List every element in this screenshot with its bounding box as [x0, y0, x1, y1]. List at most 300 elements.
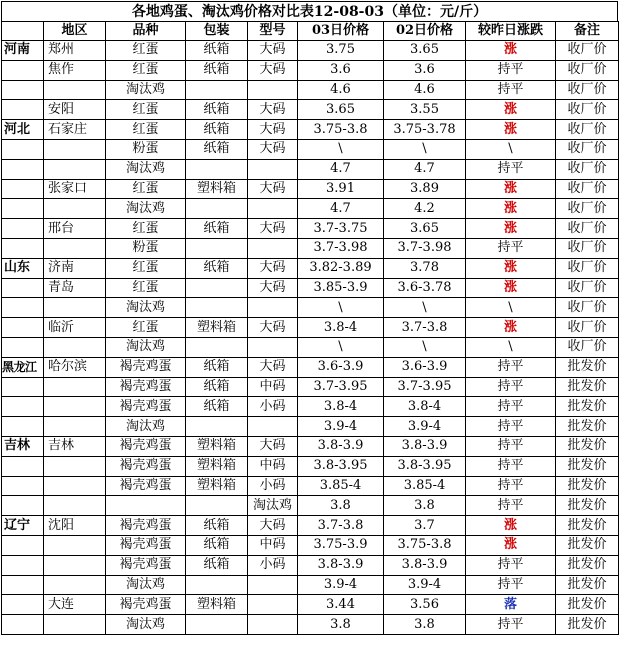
cell-note: 收厂价 [556, 159, 619, 179]
cell-province [2, 535, 44, 555]
cell-packaging [186, 496, 248, 516]
cell-packaging: 塑料箱 [186, 456, 248, 476]
cell-variety: 红蛋 [106, 179, 186, 199]
cell-size: 小码 [248, 476, 298, 496]
cell-city [44, 80, 106, 100]
cell-province: 河南 [2, 41, 44, 61]
cell-packaging: 纸箱 [186, 219, 248, 239]
cell-price-03: 3.82-3.89 [298, 258, 384, 278]
cell-price-03: 3.6-3.9 [298, 357, 384, 377]
cell-packaging: 纸箱 [186, 100, 248, 120]
cell-note: 批发价 [556, 397, 619, 417]
cell-city: 邢台 [44, 219, 106, 239]
cell-note: 收厂价 [556, 80, 619, 100]
cell-city [44, 575, 106, 595]
cell-city [44, 476, 106, 496]
cell-province [2, 476, 44, 496]
cell-price-03: 3.85-3.9 [298, 278, 384, 298]
cell-change: 涨 [466, 535, 556, 555]
table-row [2, 496, 619, 516]
cell-note: 收厂价 [556, 199, 619, 219]
cell-note: 收厂价 [556, 120, 619, 140]
cell-size [248, 575, 298, 595]
cell-size [248, 80, 298, 100]
table-row [2, 595, 619, 615]
cell-variety: 淘汰鸡 [106, 337, 186, 357]
cell-size: 大码 [248, 179, 298, 199]
cell-change: \ [466, 298, 556, 318]
cell-note: 收厂价 [556, 258, 619, 278]
cell-variety: 红蛋 [106, 41, 186, 61]
table-row [2, 139, 619, 159]
cell-packaging [186, 80, 248, 100]
cell-province [2, 238, 44, 258]
cell-change: 涨 [466, 219, 556, 239]
cell-variety: 褐壳鸡蛋 [106, 595, 186, 615]
table-row [2, 278, 619, 298]
cell-variety: 红蛋 [106, 219, 186, 239]
cell-size [248, 337, 298, 357]
cell-note: 批发价 [556, 516, 619, 536]
cell-province: 黑龙江 [2, 357, 44, 377]
cell-price-03: 3.91 [298, 179, 384, 199]
cell-province [2, 555, 44, 575]
table-row [2, 535, 619, 555]
cell-note: 收厂价 [556, 318, 619, 338]
cell-change: 涨 [466, 516, 556, 536]
cell-price-03: 3.6 [298, 60, 384, 80]
cell-city: 张家口 [44, 179, 106, 199]
cell-price-03: 3.7-3.98 [298, 238, 384, 258]
cell-note: 收厂价 [556, 41, 619, 61]
cell-price-03: 4.6 [298, 80, 384, 100]
cell-size: 小码 [248, 397, 298, 417]
cell-city [44, 555, 106, 575]
table-row [2, 397, 619, 417]
cell-change: \ [466, 337, 556, 357]
cell-price-02: 3.8-3.95 [384, 456, 466, 476]
cell-price-03: 3.8-3.95 [298, 456, 384, 476]
cell-variety: 淘汰鸡 [106, 575, 186, 595]
cell-city [44, 298, 106, 318]
cell-price-03: 3.9-4 [298, 575, 384, 595]
cell-province [2, 278, 44, 298]
cell-city [44, 456, 106, 476]
cell-packaging: 纸箱 [186, 357, 248, 377]
cell-price-03: 3.8 [298, 615, 384, 635]
cell-province: 河北 [2, 120, 44, 140]
cell-size: 大码 [248, 516, 298, 536]
cell-variety: 褐壳鸡蛋 [106, 436, 186, 456]
cell-size: 中码 [248, 456, 298, 476]
cell-city [44, 615, 106, 635]
cell-packaging [186, 199, 248, 219]
cell-change: 持平 [466, 575, 556, 595]
cell-note: 收厂价 [556, 60, 619, 80]
cell-variety: 褐壳鸡蛋 [106, 535, 186, 555]
table-row [2, 120, 619, 140]
cell-note: 批发价 [556, 535, 619, 555]
cell-change: 涨 [466, 100, 556, 120]
cell-city [44, 397, 106, 417]
table-row [2, 159, 619, 179]
cell-packaging [186, 159, 248, 179]
cell-variety: 淘汰鸡 [106, 298, 186, 318]
cell-city [44, 377, 106, 397]
cell-province: 吉林 [2, 436, 44, 456]
cell-province [2, 318, 44, 338]
cell-price-03: \ [298, 337, 384, 357]
cell-province [2, 179, 44, 199]
cell-price-02: 3.6-3.9 [384, 357, 466, 377]
cell-city: 吉林 [44, 436, 106, 456]
cell-variety: 淘汰鸡 [106, 199, 186, 219]
cell-size: 大码 [248, 278, 298, 298]
cell-province [2, 80, 44, 100]
header-packaging: 包装 [186, 22, 248, 41]
cell-packaging: 纸箱 [186, 139, 248, 159]
cell-change: 持平 [466, 496, 556, 516]
cell-province [2, 417, 44, 437]
cell-variety: 粉蛋 [106, 139, 186, 159]
cell-variety: 褐壳鸡蛋 [106, 397, 186, 417]
price-sheet [1, 1, 618, 643]
header-row [2, 22, 619, 41]
cell-variety: 褐壳鸡蛋 [106, 555, 186, 575]
cell-note: 收厂价 [556, 337, 619, 357]
cell-price-02: 3.56 [384, 595, 466, 615]
header-change: 较昨日涨跌 [466, 22, 556, 41]
cell-change: 持平 [466, 417, 556, 437]
cell-change: 涨 [466, 120, 556, 140]
cell-price-02: 3.89 [384, 179, 466, 199]
table-row [2, 60, 619, 80]
cell-province [2, 377, 44, 397]
cell-province [2, 456, 44, 476]
cell-province [2, 337, 44, 357]
cell-price-03: 4.7 [298, 159, 384, 179]
cell-variety: 红蛋 [106, 100, 186, 120]
cell-size: 大码 [248, 120, 298, 140]
cell-price-03: 3.75-3.8 [298, 120, 384, 140]
cell-price-03: 3.8-4 [298, 318, 384, 338]
cell-city: 焦作 [44, 60, 106, 80]
cell-change: 持平 [466, 555, 556, 575]
cell-size: 大码 [248, 436, 298, 456]
cell-price-02: 3.9-4 [384, 417, 466, 437]
cell-note: 批发价 [556, 456, 619, 476]
cell-price-02: 4.2 [384, 199, 466, 219]
cell-price-03: 3.7-3.95 [298, 377, 384, 397]
cell-size [248, 298, 298, 318]
cell-packaging [186, 238, 248, 258]
cell-city [44, 496, 106, 516]
cell-change: 涨 [466, 41, 556, 61]
header-price-03: 03日价格 [298, 22, 384, 41]
cell-change: 涨 [466, 278, 556, 298]
header-province [2, 22, 44, 41]
cell-price-03: 3.44 [298, 595, 384, 615]
table-body [2, 41, 619, 635]
cell-province [2, 575, 44, 595]
cell-note: 批发价 [556, 575, 619, 595]
cell-size: 大码 [248, 318, 298, 338]
cell-variety: 红蛋 [106, 258, 186, 278]
cell-price-02: 3.78 [384, 258, 466, 278]
cell-note: 批发价 [556, 357, 619, 377]
table-row [2, 555, 619, 575]
cell-packaging: 纸箱 [186, 258, 248, 278]
cell-variety: 淘汰鸡 [106, 80, 186, 100]
cell-price-02: 3.7-3.8 [384, 318, 466, 338]
header-variety: 品种 [106, 22, 186, 41]
cell-change: 落 [466, 595, 556, 615]
cell-packaging: 塑料箱 [186, 318, 248, 338]
cell-price-02: 3.75-3.78 [384, 120, 466, 140]
cell-price-02: 4.7 [384, 159, 466, 179]
cell-packaging: 塑料箱 [186, 179, 248, 199]
table-row [2, 179, 619, 199]
cell-price-02: 3.8 [384, 615, 466, 635]
cell-price-03: 3.75 [298, 41, 384, 61]
cell-change: 持平 [466, 357, 556, 377]
table-row [2, 298, 619, 318]
cell-note: 收厂价 [556, 219, 619, 239]
cell-price-02: 3.6 [384, 60, 466, 80]
table-row [2, 417, 619, 437]
table-row [2, 476, 619, 496]
cell-city: 临沂 [44, 318, 106, 338]
cell-note: 批发价 [556, 436, 619, 456]
cell-city: 沈阳 [44, 516, 106, 536]
cell-city: 青岛 [44, 278, 106, 298]
cell-province [2, 100, 44, 120]
cell-variety: 淘汰鸡 [106, 159, 186, 179]
cell-city: 哈尔滨 [44, 357, 106, 377]
cell-city: 郑州 [44, 41, 106, 61]
cell-packaging: 塑料箱 [186, 436, 248, 456]
cell-province [2, 496, 44, 516]
header-price-02: 02日价格 [384, 22, 466, 41]
cell-packaging [186, 278, 248, 298]
cell-packaging: 纸箱 [186, 377, 248, 397]
cell-packaging: 塑料箱 [186, 476, 248, 496]
cell-note: 批发价 [556, 595, 619, 615]
cell-change: 涨 [466, 199, 556, 219]
cell-price-03: 3.8 [298, 496, 384, 516]
cell-note: 批发价 [556, 555, 619, 575]
cell-variety: 红蛋 [106, 120, 186, 140]
cell-price-02: 3.8-3.9 [384, 436, 466, 456]
cell-note: 收厂价 [556, 278, 619, 298]
cell-packaging: 纸箱 [186, 41, 248, 61]
table-row [2, 456, 619, 476]
cell-price-03: 3.7-3.75 [298, 219, 384, 239]
cell-province: 辽宁 [2, 516, 44, 536]
table-row [2, 258, 619, 278]
cell-packaging: 纸箱 [186, 555, 248, 575]
table-row [2, 516, 619, 536]
cell-packaging [186, 417, 248, 437]
cell-change: 持平 [466, 476, 556, 496]
cell-city [44, 337, 106, 357]
cell-packaging [186, 298, 248, 318]
table-row [2, 377, 619, 397]
cell-size [248, 159, 298, 179]
table-row [2, 615, 619, 635]
cell-price-03: \ [298, 298, 384, 318]
cell-price-02: 3.65 [384, 41, 466, 61]
cell-price-02: 4.6 [384, 80, 466, 100]
cell-city [44, 199, 106, 219]
cell-variety: 红蛋 [106, 318, 186, 338]
cell-price-02: \ [384, 298, 466, 318]
cell-change: \ [466, 139, 556, 159]
cell-price-02: 3.85-4 [384, 476, 466, 496]
cell-price-02: 3.8-4 [384, 397, 466, 417]
cell-note: 收厂价 [556, 238, 619, 258]
cell-change: 持平 [466, 615, 556, 635]
cell-change: 持平 [466, 80, 556, 100]
cell-change: 持平 [466, 60, 556, 80]
cell-note: 批发价 [556, 496, 619, 516]
cell-province [2, 139, 44, 159]
cell-price-03: 3.7-3.8 [298, 516, 384, 536]
cell-variety: 红蛋 [106, 278, 186, 298]
cell-price-02: 3.7-3.98 [384, 238, 466, 258]
cell-price-02: 3.65 [384, 219, 466, 239]
table-row [2, 337, 619, 357]
cell-price-02: 3.75-3.8 [384, 535, 466, 555]
table-row [2, 100, 619, 120]
cell-variety: 褐壳鸡蛋 [106, 476, 186, 496]
cell-city: 安阳 [44, 100, 106, 120]
table-row [2, 238, 619, 258]
cell-province [2, 219, 44, 239]
cell-city: 石家庄 [44, 120, 106, 140]
cell-city [44, 139, 106, 159]
table-row [2, 41, 619, 61]
cell-price-02: 3.7-3.95 [384, 377, 466, 397]
cell-size: 中码 [248, 377, 298, 397]
cell-size [248, 417, 298, 437]
cell-price-02: 3.9-4 [384, 575, 466, 595]
cell-variety: 褐壳鸡蛋 [106, 456, 186, 476]
cell-packaging: 纸箱 [186, 516, 248, 536]
cell-city [44, 238, 106, 258]
cell-city [44, 535, 106, 555]
cell-price-02: \ [384, 337, 466, 357]
cell-packaging: 纸箱 [186, 120, 248, 140]
cell-price-03: 3.65 [298, 100, 384, 120]
cell-packaging [186, 337, 248, 357]
cell-size: 小码 [248, 555, 298, 575]
cell-size [248, 615, 298, 635]
cell-change: 持平 [466, 238, 556, 258]
table-row [2, 219, 619, 239]
cell-note: 批发价 [556, 417, 619, 437]
cell-variety: 褐壳鸡蛋 [106, 357, 186, 377]
cell-change: 持平 [466, 456, 556, 476]
cell-note: 批发价 [556, 476, 619, 496]
cell-note: 收厂价 [556, 139, 619, 159]
cell-change: 涨 [466, 318, 556, 338]
cell-province [2, 615, 44, 635]
cell-note: 批发价 [556, 615, 619, 635]
cell-change: 持平 [466, 397, 556, 417]
cell-price-02: 3.7 [384, 516, 466, 536]
cell-city [44, 159, 106, 179]
cell-price-02: \ [384, 139, 466, 159]
table-row [2, 80, 619, 100]
cell-size [248, 238, 298, 258]
header-region: 地区 [44, 22, 106, 41]
cell-size: 大码 [248, 41, 298, 61]
cell-province [2, 595, 44, 615]
cell-change: 持平 [466, 436, 556, 456]
cell-price-03: 3.8-3.9 [298, 436, 384, 456]
cell-change: 持平 [466, 377, 556, 397]
cell-packaging [186, 575, 248, 595]
cell-price-03: 3.9-4 [298, 417, 384, 437]
cell-note: 批发价 [556, 377, 619, 397]
cell-variety: 粉蛋 [106, 238, 186, 258]
cell-size: 大码 [248, 60, 298, 80]
cell-variety: 褐壳鸡蛋 [106, 516, 186, 536]
cell-note: 收厂价 [556, 100, 619, 120]
cell-price-03: 3.8-3.9 [298, 555, 384, 575]
cell-note: 收厂价 [556, 298, 619, 318]
cell-size: 大码 [248, 258, 298, 278]
cell-size [248, 199, 298, 219]
cell-province [2, 298, 44, 318]
header-size: 型号 [248, 22, 298, 41]
cell-packaging: 纸箱 [186, 397, 248, 417]
cell-city: 大连 [44, 595, 106, 615]
cell-city [44, 417, 106, 437]
price-table [1, 21, 619, 635]
cell-province [2, 397, 44, 417]
cell-province [2, 60, 44, 80]
cell-variety: 淘汰鸡 [106, 417, 186, 437]
cell-price-02: 3.6-3.78 [384, 278, 466, 298]
cell-price-03: 3.75-3.9 [298, 535, 384, 555]
cell-size: 大码 [248, 100, 298, 120]
cell-province: 山东 [2, 258, 44, 278]
cell-size [248, 595, 298, 615]
cell-change: 涨 [466, 179, 556, 199]
cell-price-02: 3.8-3.9 [384, 555, 466, 575]
cell-variety: 淘汰鸡 [106, 615, 186, 635]
cell-change: 涨 [466, 258, 556, 278]
cell-city: 济南 [44, 258, 106, 278]
header-note: 备注 [556, 22, 619, 41]
cell-price-02: 3.8 [384, 496, 466, 516]
cell-variety [106, 496, 186, 516]
table-row [2, 575, 619, 595]
cell-size: 大码 [248, 219, 298, 239]
cell-change: 持平 [466, 159, 556, 179]
cell-size: 中码 [248, 535, 298, 555]
cell-price-03: 3.8-4 [298, 397, 384, 417]
table-row [2, 436, 619, 456]
cell-variety: 红蛋 [106, 60, 186, 80]
cell-price-03: 3.85-4 [298, 476, 384, 496]
cell-size: 淘汰鸡 [248, 496, 298, 516]
cell-price-02: 3.55 [384, 100, 466, 120]
cell-variety: 褐壳鸡蛋 [106, 377, 186, 397]
table-row [2, 357, 619, 377]
